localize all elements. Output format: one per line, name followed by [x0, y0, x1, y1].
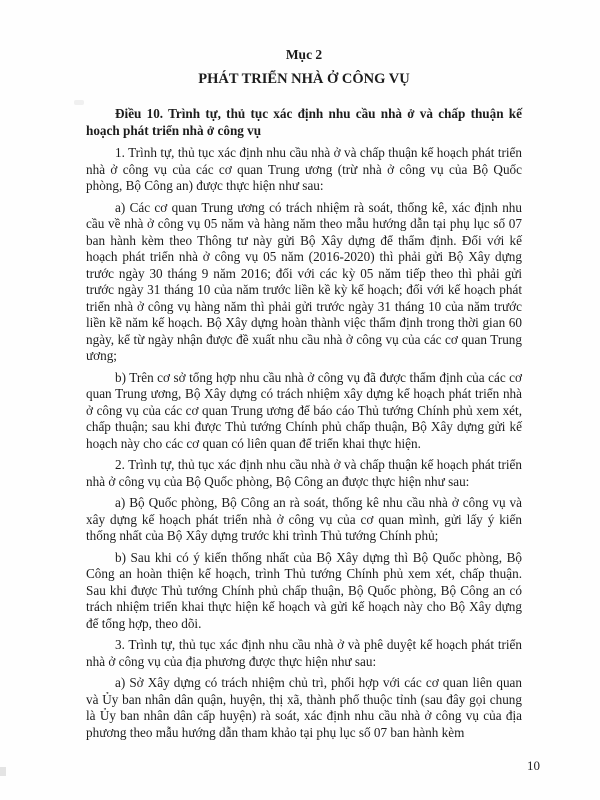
- section-title: PHÁT TRIỂN NHÀ Ở CÔNG VỤ: [198, 71, 410, 87]
- scan-artifact: [74, 100, 84, 105]
- document-content: [86, 46, 522, 746]
- paragraph-1b: b) Trên cơ sở tổng hợp nhu cầu nhà ở công vụ đã được thẩm định của các cơ quan Trung ương, Bộ Xây dựng có trách nhiệm xây dựng kế hoạch phát triển nhà ở công vụ của các cơ quan Trung ương để báo cáo Thủ tướng Chính phủ xem xét, chấp thuận; sau khi được Thủ tướng Chính phủ chấp thuận, Bộ Xây dựng gửi kế hoạch này cho các cơ quan có liên quan để triển khai thực hiện.: [86, 369, 522, 451]
- paragraph-1a: a) Các cơ quan Trung ương có trách nhiệm rà soát, thống kê, xác định nhu cầu về nhà ở công vụ 05 năm và hàng năm theo mẫu hướng dẫn tại phụ lục số 07 ban hành kèm theo Thông tư này gửi Bộ Xây dựng để thẩm định. Đối với kế hoạch phát triển nhà ở công vụ 05 năm (2016-2020) thì phải gửi Bộ Xây dựng trước ngày 30 tháng 9 năm 2016; đối với các kỳ 05 năm tiếp theo thì phải gửi trước ngày 31 tháng 10 của năm trước liền kề kỳ kế hoạch; đối với kế hoạch phát triển nhà ở công vụ hàng năm thì phải gửi trước ngày 31 tháng 10 của năm trước liền kề năm kế hoạch. Bộ Xây dựng hoàn thành việc thẩm định trong thời gian 60 ngày, kể từ ngày nhận được đề xuất nhu cầu nhà ở công vụ của các cơ quan Trung ương;: [86, 199, 522, 363]
- paragraph-3: 3. Trình tự, thủ tục xác định nhu cầu nhà ở và phê duyệt kế hoạch phát triển nhà ở công vụ của địa phương được thực hiện như sau:: [86, 637, 522, 669]
- article-heading: Điều 10. Trình tự, thủ tục xác định nhu cầu nhà ở và chấp thuận kế hoạch phát triển nhà ở công vụ: [86, 106, 522, 138]
- paragraph-3a: a) Sở Xây dựng có trách nhiệm chủ trì, phối hợp với các cơ quan liên quan và Ủy ban nhân dân quận, huyện, thị xã, thành phố thuộc tỉnh (sau đây gọi chung là Ủy ban nhân dân cấp huyện) rà soát, xác định nhu cầu nhà ở công vụ của địa phương theo mẫu hướng dẫn tham khảo tại phụ lục số 07 ban hành kèm: [86, 675, 522, 740]
- paragraph-2b: b) Sau khi có ý kiến thống nhất của Bộ Xây dựng thì Bộ Quốc phòng, Bộ Công an hoàn thiện kế hoạch, trình Thủ tướng Chính phủ xem xét, chấp thuận. Sau khi được Thủ tướng Chính phủ chấp thuận, Bộ Quốc phòng, Bộ Công an có trách nhiệm triển khai thực hiện kế hoạch và gửi kế hoạch này cho Bộ Xây dựng để tổng hợp, theo dõi.: [86, 549, 522, 631]
- section-label: Mục 2: [285, 47, 323, 62]
- page-number: 10: [527, 758, 540, 773]
- paragraph-1: 1. Trình tự, thủ tục xác định nhu cầu nhà ở và chấp thuận kế hoạch phát triển nhà ở công vụ của các cơ quan Trung ương (trừ nhà ở công vụ của Bộ Quốc phòng, Bộ Công an) được thực hiện như sau:: [86, 145, 522, 193]
- paragraph-2: 2. Trình tự, thủ tục xác định nhu cầu nhà ở và chấp thuận kế hoạch phát triển nhà ở công vụ của Bộ Quốc phòng, Bộ Công an được thực hiện như sau:: [86, 457, 522, 489]
- scan-artifact: [0, 767, 6, 776]
- paragraph-2a: a) Bộ Quốc phòng, Bộ Công an rà soát, thống kê nhu cầu nhà ở công vụ và xây dựng kế hoạch phát triển nhà ở công vụ của cơ quan mình, gửi lấy ý kiến thống nhất của Bộ Xây dựng trước khi trình Thủ tướng Chính phủ;: [86, 495, 522, 543]
